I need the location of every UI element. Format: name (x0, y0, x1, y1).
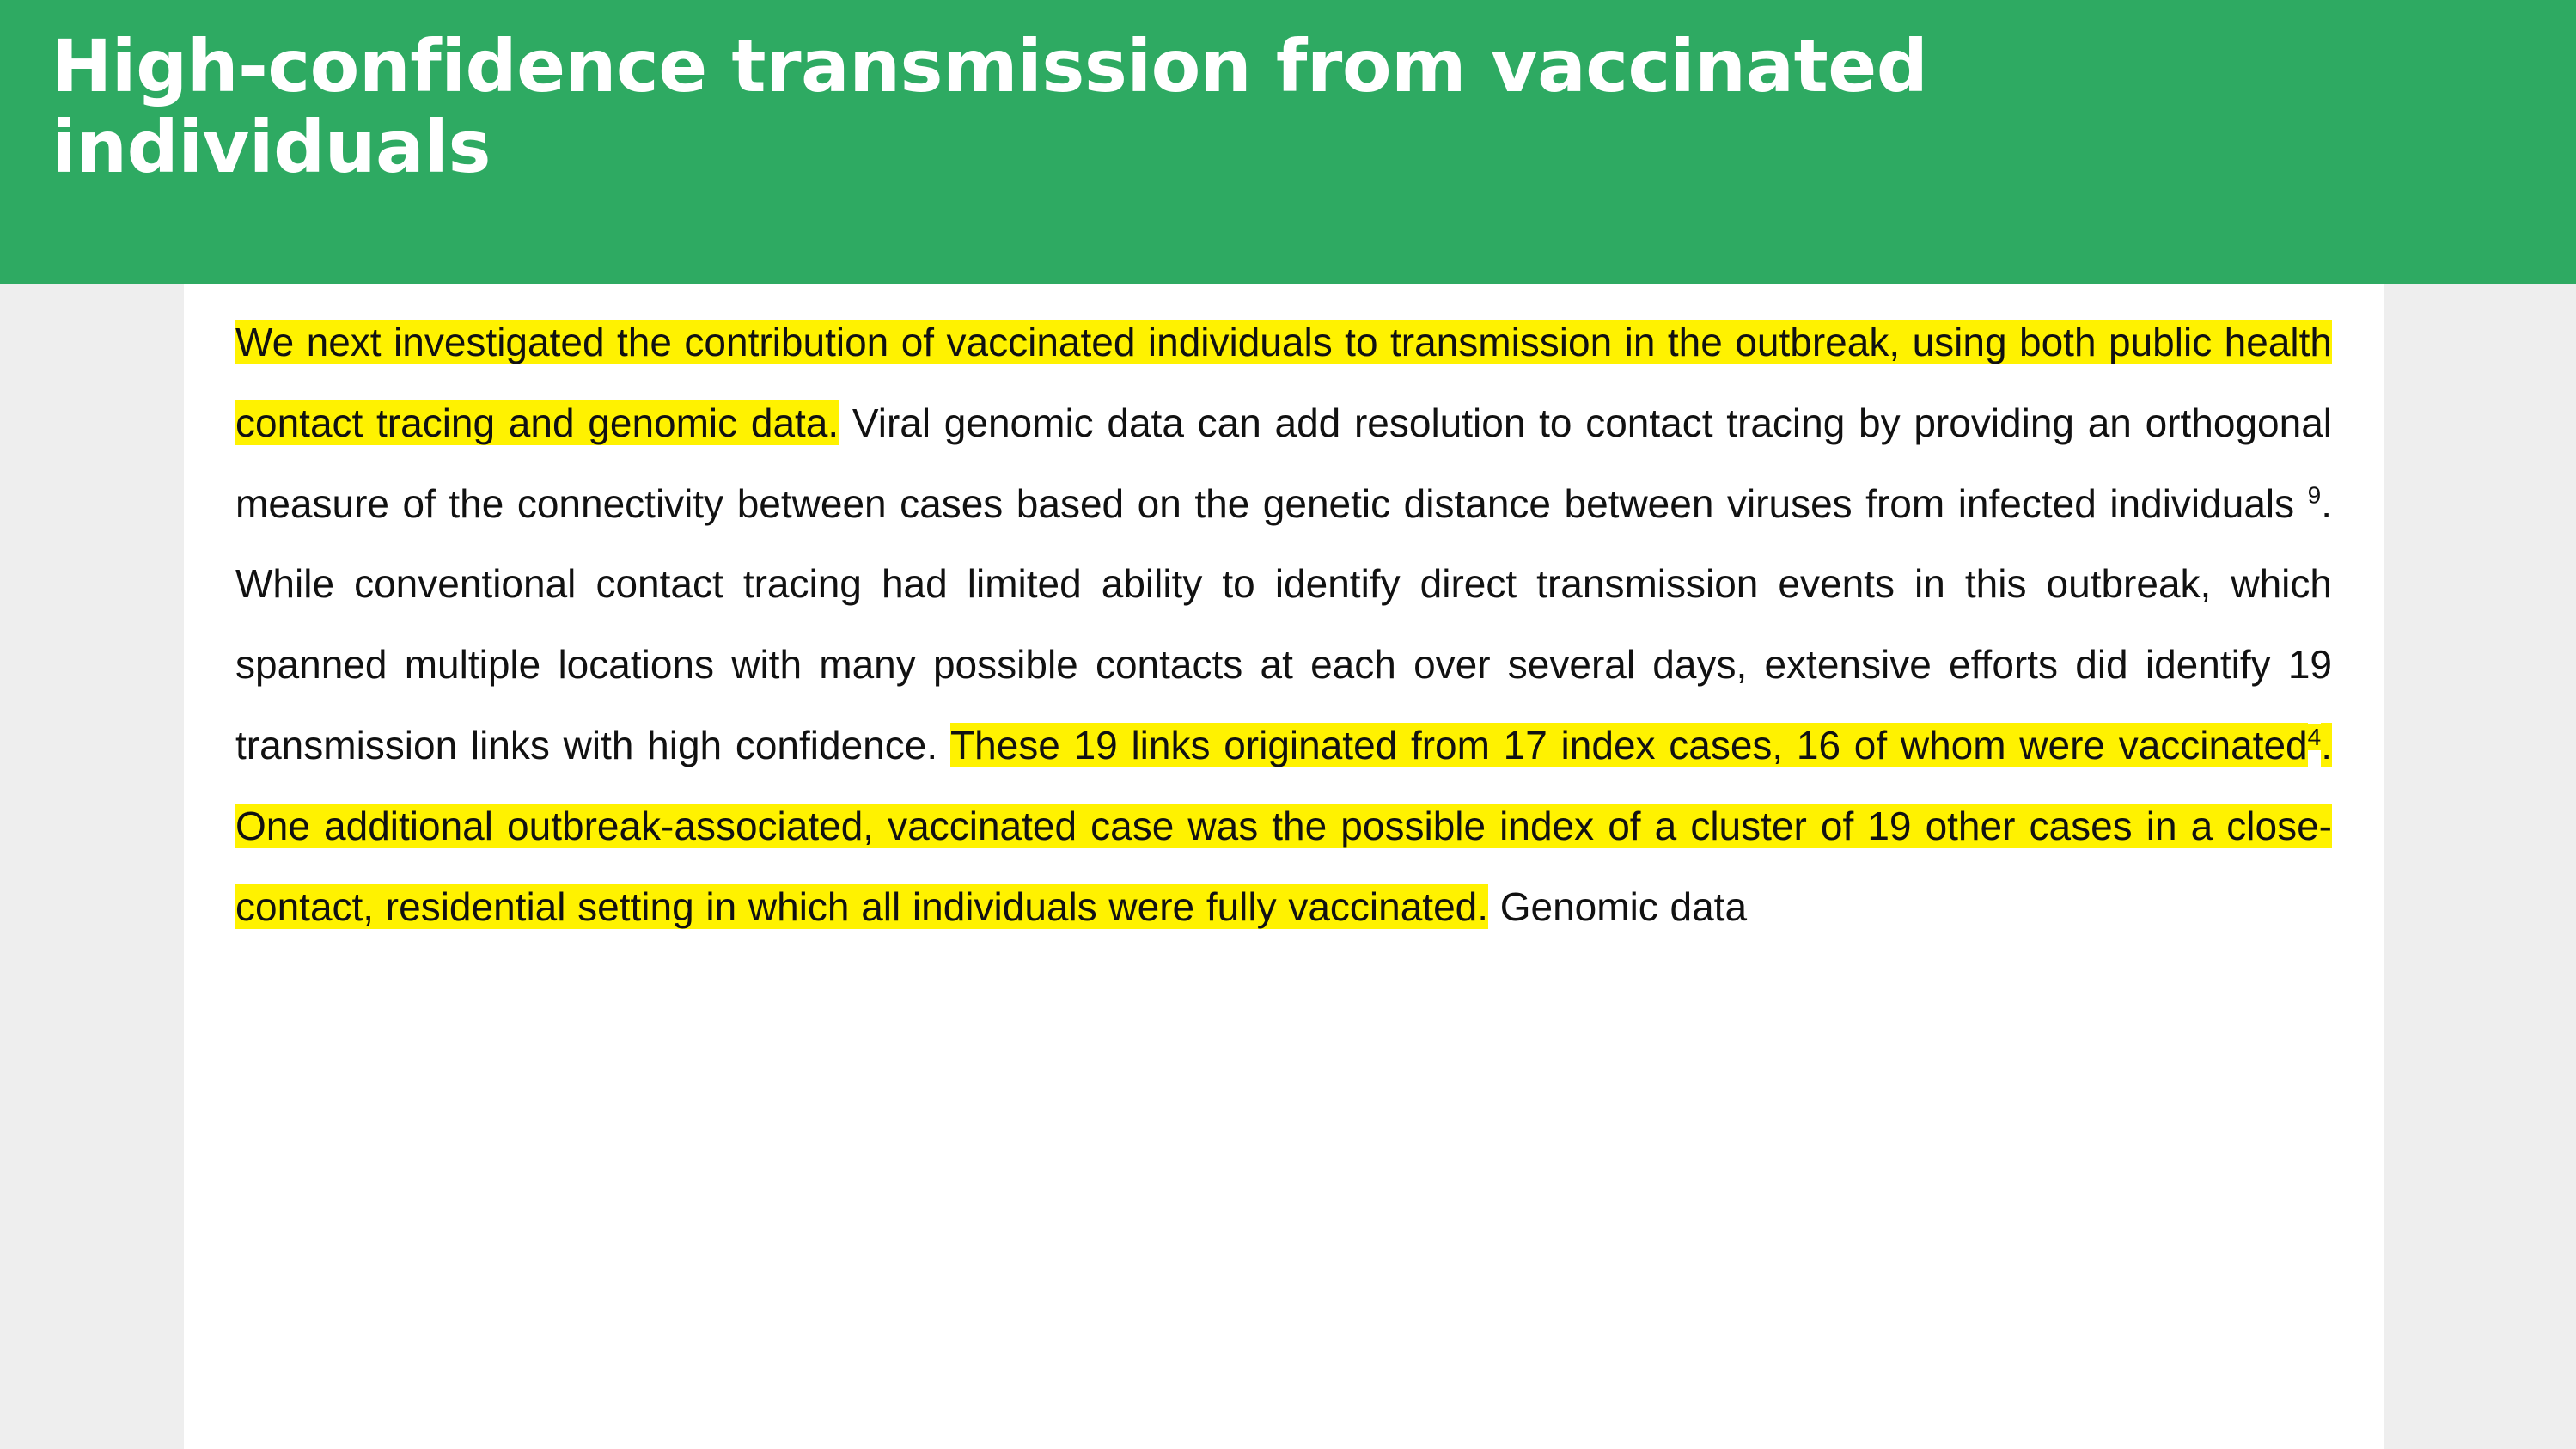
citation-marker-9: 9 (2307, 481, 2322, 509)
highlighted-sentence-1: We next investigated the contribution of vaccinated individuals to transmission in the outbreak, using both public health contact tracing and genomic data. (235, 320, 2332, 445)
page-title: High-confidence transmission from vaccinated individuals (52, 24, 1928, 190)
body-segment-3: . While conventional contact tracing had limited ability to identify direct transmission events in this outbreak, which spanned multiple locations with many possible contacts at each over several days, extensive efforts did identify 19 transmission links with high confidence. (235, 480, 2332, 768)
body-segment-6: Genomic data (1488, 883, 1748, 929)
body-paragraph (235, 303, 2332, 948)
title-banner (0, 0, 2576, 284)
citation-marker-4: 4 (2307, 723, 2322, 750)
body-segment-2: Viral genomic data can add resolution to contact tracing by providing an orthogonal measure of the connectivity between cases based on the genetic distance between viruses from infected individuals (235, 400, 2332, 526)
content-card (184, 284, 2384, 1449)
highlighted-sentence-3: . One additional outbreak-associated, vaccinated case was the possible index of a cluster of 19 other cases in a close-contact, residential setting in which all individuals were fully vaccinated. (235, 723, 2332, 929)
highlighted-sentence-2: These 19 links originated from 17 index cases, 16 of whom were vaccinated (950, 723, 2308, 768)
